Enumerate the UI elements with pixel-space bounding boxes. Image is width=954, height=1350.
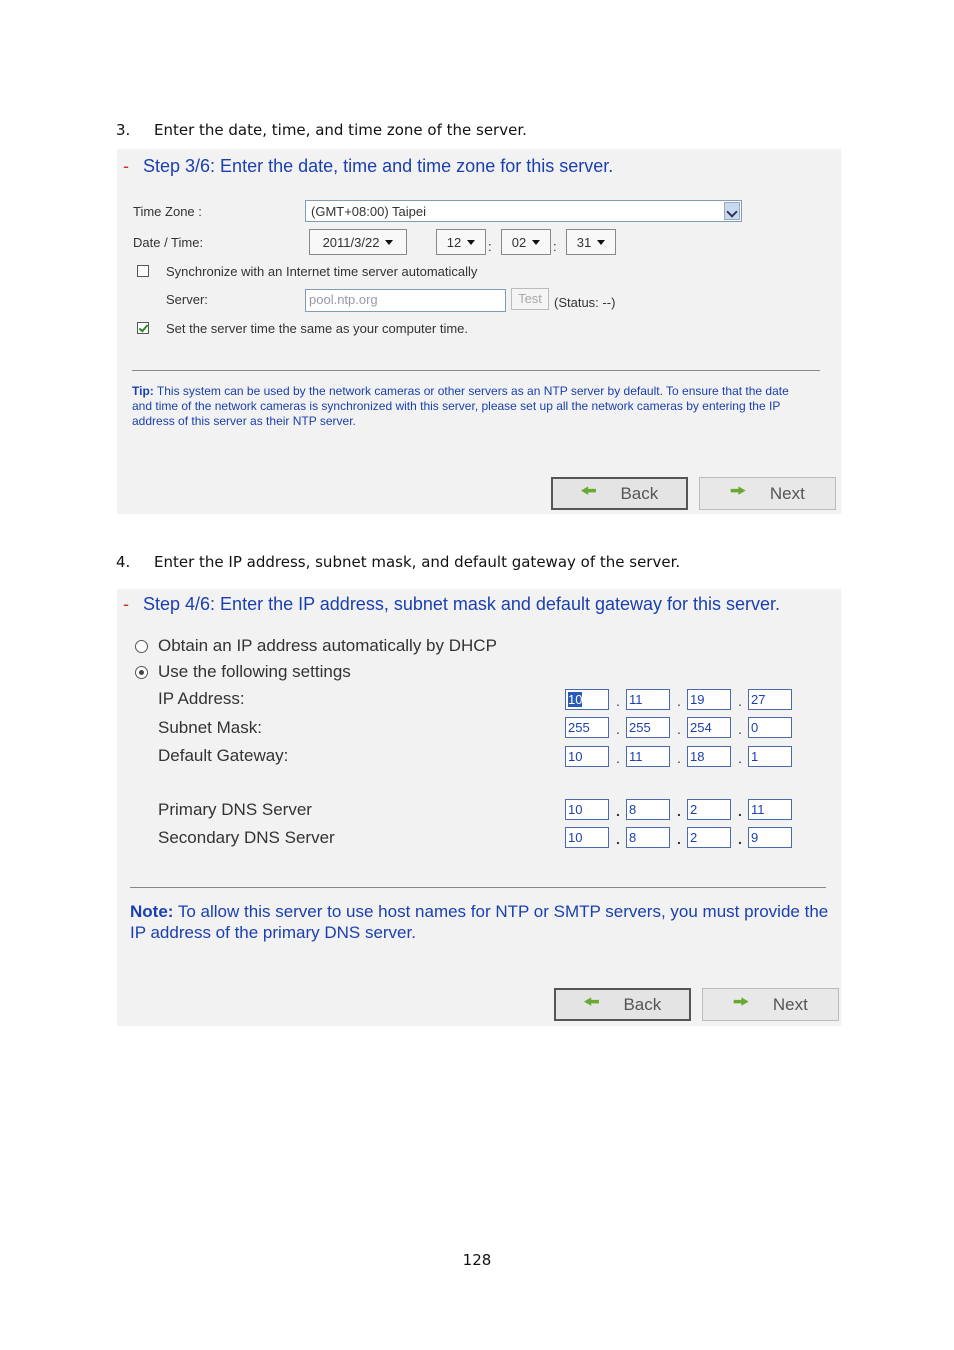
arrow-left-icon: 🠘 [580,480,597,501]
ip-octet-3[interactable]: 19 [687,689,731,710]
selected-text: 10 [568,692,583,707]
step3-title-text: Step 3/6: Enter the date, time and time zone for this server. [143,156,614,176]
instruction-4 [116,553,856,573]
manual-label: Use the following settings [158,662,351,681]
timezone-label: Time Zone : [133,204,202,219]
gateway-octet-2[interactable]: 11 [626,746,670,767]
server-label: Server: [166,292,208,307]
caret-down-icon [467,240,475,245]
octet-separator: . [616,831,620,847]
octet-separator: . [738,831,742,847]
subnet-octet-2[interactable]: 255 [626,717,670,738]
subnet-octet-1[interactable]: 255 [565,717,609,738]
ip-address-label: IP Address: [158,689,245,708]
step3-panel [117,149,841,514]
next-label: Next [769,483,805,503]
octet-separator: . [616,750,620,766]
ip-octet-1[interactable] [565,689,609,710]
dhcp-radio[interactable] [135,640,148,653]
instruction-3 [116,121,816,141]
instruction-text: Enter the IP address, subnet mask, and default gateway of the server. [154,553,681,571]
octet-separator: . [677,693,681,709]
test-button[interactable]: Test [511,288,549,310]
octet-separator: . [616,693,620,709]
octet-separator: . [616,721,620,737]
tip-prefix: Tip: [132,384,154,398]
ip-octet-4[interactable]: 27 [748,689,792,710]
octet-separator: . [677,721,681,737]
back-label: Back [620,483,659,503]
step4-panel [117,589,841,1026]
step4-title-text: Step 4/6: Enter the IP address, subnet mask and default gateway for this server. [143,594,781,614]
timezone-value: (GMT+08:00) Taipei [311,204,427,219]
secondary-dns-octet-2[interactable]: 8 [626,827,670,848]
subnet-mask-label: Subnet Mask: [158,718,262,737]
back-button[interactable] [554,988,691,1021]
subnet-octet-4[interactable]: 0 [748,717,792,738]
collapse-dash: - [123,594,129,614]
same-time-checkbox[interactable] [137,322,149,334]
date-value: 2011/3/22 [322,234,380,250]
gateway-octet-3[interactable]: 18 [687,746,731,767]
divider [130,887,826,888]
hour-value: 12 [446,234,462,250]
caret-down-icon [597,240,605,245]
instruction-number: 3. [116,121,131,139]
minute-value: 02 [511,234,527,250]
arrow-right-icon: 🠚 [730,480,746,501]
primary-dns-octet-4[interactable]: 11 [748,799,792,820]
caret-down-icon [385,240,393,245]
secondary-dns-octet-3[interactable]: 2 [687,827,731,848]
timezone-select[interactable] [305,200,742,222]
collapse-dash: - [123,156,129,176]
time-colon: : [553,239,557,254]
next-button[interactable] [702,988,839,1021]
hour-select[interactable] [436,229,486,255]
chevron-down-icon[interactable] [724,202,740,220]
page-number: 128 [462,1251,492,1269]
back-label: Back [623,994,662,1014]
next-button[interactable] [699,477,836,510]
gateway-label: Default Gateway: [158,746,289,765]
subnet-octet-3[interactable]: 254 [687,717,731,738]
primary-dns-octet-3[interactable]: 2 [687,799,731,820]
note-prefix: Note: [130,902,174,921]
manual-radio[interactable] [135,666,148,679]
octet-separator: . [677,803,681,819]
octet-separator: . [738,750,742,766]
arrow-left-icon: 🠘 [583,991,600,1012]
tip-text [132,384,812,429]
octet-separator: . [738,693,742,709]
octet-separator: . [738,803,742,819]
tip-body: This system can be used by the network cameras or other servers as an NTP server by default. To ensure that the date and time of the network cameras is synchronized with this server, please set up all the network cameras by entering the IP address of this server as their NTP server. [132,384,789,428]
step3-title [123,156,613,177]
date-select[interactable] [309,229,407,255]
octet-separator: . [677,750,681,766]
secondary-dns-label: Secondary DNS Server [158,828,335,847]
time-colon: : [488,239,492,254]
octet-separator: . [738,721,742,737]
back-button[interactable] [551,477,688,510]
gateway-octet-4[interactable]: 1 [748,746,792,767]
sync-label: Synchronize with an Internet time server automatically [166,264,478,279]
primary-dns-label: Primary DNS Server [158,800,312,819]
arrow-right-icon: 🠚 [733,991,749,1012]
minute-select[interactable] [501,229,551,255]
gateway-octet-1[interactable]: 10 [565,746,609,767]
secondary-dns-octet-1[interactable]: 10 [565,827,609,848]
second-select[interactable] [566,229,616,255]
instruction-text: Enter the date, time, and time zone of the server. [154,121,527,139]
primary-dns-octet-1[interactable]: 10 [565,799,609,820]
octet-separator: . [677,831,681,847]
sync-checkbox[interactable] [137,265,149,277]
step4-title [123,594,780,615]
note-text [130,901,830,943]
octet-separator: . [616,803,620,819]
caret-down-icon [532,240,540,245]
secondary-dns-octet-4[interactable]: 9 [748,827,792,848]
note-body: To allow this server to use host names for NTP or SMTP servers, you must provide the IP address of the primary DNS server. [130,902,829,942]
dhcp-label: Obtain an IP address automatically by DHCP [158,636,497,655]
second-value: 31 [576,234,592,250]
server-input[interactable]: pool.ntp.org [305,289,506,312]
next-label: Next [772,994,808,1014]
datetime-label: Date / Time: [133,235,204,250]
primary-dns-octet-2[interactable]: 8 [626,799,670,820]
ip-octet-2[interactable]: 11 [626,689,670,710]
same-time-label: Set the server time the same as your computer time. [166,321,469,336]
status-text: (Status: --) [554,295,616,310]
instruction-number: 4. [116,553,131,571]
divider [132,370,820,371]
